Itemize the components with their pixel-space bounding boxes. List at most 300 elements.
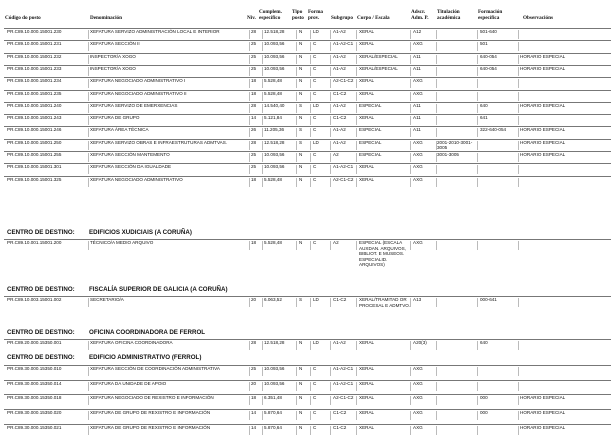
column-divider	[477, 67, 478, 76]
column-divider	[330, 178, 331, 187]
row-separator	[4, 239, 611, 240]
row-separator	[4, 114, 611, 115]
cell-tipo: N	[299, 366, 303, 371]
cell-corpo: XERAL	[359, 29, 375, 34]
cell-forma: C	[313, 176, 317, 182]
column-divider	[310, 79, 311, 88]
cell-niv: 20	[251, 380, 257, 386]
cell-den: XEFATURA NEGOCIADO ADMINISTRATIVO II	[90, 90, 187, 96]
cell-comp: 10.093,56	[264, 366, 285, 371]
column-divider	[436, 42, 437, 51]
cell-forma: C	[313, 65, 317, 71]
cell-corpo: XERAL/ESPECIAL	[359, 53, 398, 59]
column-divider	[249, 30, 250, 39]
column-divider	[477, 411, 478, 420]
column-divider	[262, 178, 263, 187]
row-separator	[4, 126, 611, 127]
column-divider	[356, 178, 357, 187]
column-divider	[296, 55, 297, 64]
column-divider	[518, 79, 519, 88]
cell-code: PR.C89.10.003.15001.002	[7, 297, 62, 302]
cell-adscr: AXG	[413, 90, 423, 96]
cell-forma: C	[313, 240, 317, 245]
cell-code: PR.C89.10.000.15001.235	[7, 90, 62, 96]
cell-code: PR.C89.30.000.15350.020	[7, 410, 62, 416]
column-divider	[436, 67, 437, 76]
header-codigo: Código do posto	[5, 15, 41, 21]
column-divider	[356, 67, 357, 76]
column-divider	[310, 128, 311, 137]
cell-adscr: AXG	[413, 41, 423, 47]
cell-corpo: XERAL/ESPECIAL	[359, 65, 398, 71]
table-row	[4, 410, 611, 422]
column-divider	[477, 382, 478, 391]
cell-niv: 26	[251, 127, 257, 133]
cell-sub: A1-A2-C1	[333, 41, 354, 47]
header-formacion: Formación específica	[478, 9, 503, 21]
column-divider	[310, 341, 311, 350]
header-titulacion: Titulación académica	[437, 9, 461, 21]
column-divider	[477, 241, 478, 250]
cell-code: PR.C89.10.000.15001.250	[7, 139, 62, 145]
table-row	[4, 103, 611, 115]
cell-corpo: ESPECIAL (ESCALA AUXDAN. ARQUIVOS, BIBLIOT. E MUSEOS. ESPECIALID. ARQUIVOS)	[359, 240, 406, 267]
cell-sub: A2-C1-C2	[333, 78, 354, 84]
table-row	[4, 164, 611, 176]
cell-obs: HORARIO ESPECIAL	[520, 424, 566, 430]
column-divider	[518, 30, 519, 39]
cell-form: 501	[480, 41, 488, 47]
column-divider	[477, 55, 478, 64]
column-divider	[249, 153, 250, 162]
cell-form: 640	[480, 340, 488, 345]
cell-sub: A1-A2	[333, 139, 346, 145]
column-divider	[296, 104, 297, 113]
column-divider	[356, 341, 357, 350]
cell-sub: A2-C1-C2	[333, 395, 354, 401]
column-divider	[436, 341, 437, 350]
column-divider	[518, 367, 519, 376]
table-row	[4, 127, 611, 139]
column-divider	[249, 104, 250, 113]
column-divider	[88, 92, 89, 101]
column-divider	[436, 411, 437, 420]
table-row	[4, 240, 611, 267]
cell-forma: LD	[313, 297, 319, 302]
header-tipo: Tipo posto	[292, 9, 304, 21]
column-divider	[518, 426, 519, 435]
cell-tipo: N	[299, 395, 303, 401]
column-divider	[330, 67, 331, 76]
row-separator	[4, 28, 611, 29]
cell-corpo: XERAL	[359, 395, 375, 401]
column-divider	[477, 426, 478, 435]
column-divider	[262, 298, 263, 307]
column-divider	[249, 341, 250, 350]
column-divider	[518, 92, 519, 101]
column-divider	[310, 426, 311, 435]
column-divider	[88, 178, 89, 187]
column-divider	[296, 341, 297, 350]
column-divider	[249, 128, 250, 137]
cell-tipo: N	[299, 240, 303, 245]
column-divider	[249, 141, 250, 150]
column-divider	[330, 104, 331, 113]
column-divider	[518, 396, 519, 405]
column-divider	[88, 341, 89, 350]
table-row	[4, 152, 611, 164]
column-divider	[249, 178, 250, 187]
row-separator	[4, 424, 611, 425]
column-divider	[88, 128, 89, 137]
column-divider	[477, 367, 478, 376]
column-divider	[356, 396, 357, 405]
column-divider	[330, 341, 331, 350]
column-divider	[88, 153, 89, 162]
column-divider	[518, 42, 519, 51]
cell-comp: 10.093,56	[264, 164, 285, 170]
header-niv: Niv.	[247, 15, 256, 21]
column-divider	[249, 116, 250, 125]
cell-adscr: AXG	[413, 164, 423, 170]
column-divider	[262, 153, 263, 162]
column-divider	[88, 67, 89, 76]
cell-code: PR.C89.10.000.15001.231	[7, 41, 62, 47]
cell-forma: C	[313, 53, 317, 59]
column-divider	[310, 165, 311, 174]
cell-tipo: N	[299, 340, 303, 345]
column-divider	[249, 92, 250, 101]
cell-niv: 28	[251, 102, 257, 108]
column-divider	[436, 298, 437, 307]
cell-adscr: A13	[413, 297, 422, 302]
column-divider	[262, 92, 263, 101]
column-divider	[296, 298, 297, 307]
cell-adscr: A11	[413, 53, 421, 59]
center-title-oficina-ferrol: CENTRO DE DESTINO: OFICINA COORDINADORA DE FERROL	[7, 329, 206, 336]
column-divider	[88, 30, 89, 39]
cell-comp: 5.870,64	[264, 424, 282, 430]
cell-code: PR.C89.10.000.15001.255	[7, 152, 62, 157]
cell-adscr: A11	[413, 115, 421, 121]
row-separator	[4, 296, 611, 297]
column-divider	[356, 30, 357, 39]
table-row	[4, 177, 611, 189]
cell-sub: A1-A2-C1	[333, 366, 354, 371]
cell-niv: 20	[251, 297, 257, 302]
column-divider	[262, 426, 263, 435]
column-divider	[88, 79, 89, 88]
cell-sub: A1-A2	[333, 53, 346, 59]
cell-form: 000	[480, 395, 488, 401]
cell-adscr: AXG	[413, 176, 423, 182]
column-divider	[330, 165, 331, 174]
cell-den: XEFATURA DE GRUPO	[90, 115, 140, 121]
column-divider	[262, 396, 263, 405]
column-divider	[310, 178, 311, 187]
column-divider	[296, 67, 297, 76]
column-divider	[262, 341, 263, 350]
column-divider	[88, 42, 89, 51]
column-divider	[436, 178, 437, 187]
row-separator	[4, 77, 611, 78]
row-separator	[4, 394, 611, 395]
cell-adscr: A11	[413, 102, 421, 108]
cell-niv: 14	[251, 424, 257, 430]
column-divider	[436, 241, 437, 250]
cell-comp: 10.093,56	[264, 380, 285, 386]
column-divider	[262, 116, 263, 125]
column-divider	[296, 79, 297, 88]
center-title-fiscalia: CENTRO DE DESTINO: FISCALÍA SUPERIOR DE GALICIA (A CORUÑA)	[7, 286, 228, 293]
header-forma: Forma prov.	[308, 9, 323, 21]
column-divider	[249, 55, 250, 64]
column-divider	[436, 367, 437, 376]
cell-obs: HORARIO ESPECIAL	[520, 139, 566, 145]
cell-niv: 18	[251, 395, 257, 401]
row-separator	[4, 409, 611, 410]
cell-code: PR.C89.10.000.15001.234	[7, 78, 62, 84]
cell-niv: 18	[251, 240, 257, 245]
cell-den: SECRETARIO/A	[90, 297, 124, 302]
column-divider	[310, 30, 311, 39]
cell-den: XEFATURA NEGOCIADO ADMINISTRATIVO I	[90, 78, 186, 84]
cell-code: PR.C89.10.000.15001.243	[7, 115, 62, 121]
row-separator	[4, 339, 611, 340]
cell-tipo: N	[299, 176, 303, 182]
column-divider	[330, 298, 331, 307]
cell-form: 640	[480, 102, 488, 108]
column-divider	[249, 426, 250, 435]
column-divider	[436, 165, 437, 174]
column-divider	[356, 367, 357, 376]
cell-niv: 25	[251, 65, 257, 71]
cell-tipo: N	[299, 78, 303, 84]
column-divider	[477, 165, 478, 174]
column-divider	[436, 128, 437, 137]
column-divider	[330, 426, 331, 435]
cell-code: PR.C89.30.000.15350.010	[7, 366, 62, 371]
table-row	[4, 78, 611, 90]
column-divider	[518, 241, 519, 250]
cell-tipo: N	[299, 380, 303, 386]
column-divider	[436, 426, 437, 435]
cell-niv: 28	[251, 139, 257, 145]
column-divider	[262, 141, 263, 150]
cell-corpo: XERAL	[359, 176, 375, 182]
table-row	[4, 340, 611, 352]
cell-comp: 5.528,48	[264, 78, 282, 84]
cell-forma: C	[313, 424, 317, 430]
cell-corpo: XERAL	[359, 410, 375, 416]
cell-obs: HORARIO ESPECIAL	[520, 102, 566, 108]
row-separator	[4, 380, 611, 381]
column-divider	[262, 55, 263, 64]
column-divider	[356, 165, 357, 174]
column-divider	[262, 382, 263, 391]
table-row	[4, 115, 611, 127]
cell-adscr: AXG	[413, 410, 423, 416]
column-divider	[436, 30, 437, 39]
column-divider	[310, 42, 311, 51]
column-divider	[356, 128, 357, 137]
column-divider	[518, 128, 519, 137]
column-divider	[477, 104, 478, 113]
column-divider	[356, 141, 357, 150]
cell-den: XEFATURA SERVIZO OBRAS E INFRAESTRUTURAS ADMTVAS.	[90, 139, 228, 145]
cell-tipo: N	[299, 410, 303, 416]
cell-forma: LD	[313, 29, 319, 34]
cell-form: 000	[480, 410, 488, 416]
cell-niv: 18	[251, 176, 257, 182]
row-separator	[4, 176, 611, 177]
cell-corpo: ESPECIAL	[359, 139, 382, 145]
column-divider	[310, 141, 311, 150]
column-divider	[330, 55, 331, 64]
column-divider	[249, 298, 250, 307]
cell-adscr: AXG	[413, 424, 423, 430]
column-divider	[88, 298, 89, 307]
column-divider	[296, 116, 297, 125]
column-divider	[296, 241, 297, 250]
cell-den: XEFATURA OFICINA COORDINADORA	[90, 340, 173, 345]
cell-forma: C	[313, 115, 317, 121]
column-divider	[518, 382, 519, 391]
cell-code: PR.C89.10.000.15001.246	[7, 127, 62, 133]
cell-sub: A1-A2	[333, 29, 346, 34]
header-complem: Complem. específico	[259, 9, 282, 21]
cell-tipo: S	[299, 297, 303, 302]
column-divider	[356, 116, 357, 125]
center-title-edificio-ferrol: CENTRO DE DESTINO: EDIFICIO ADMINISTRATIVO (FERROL)	[7, 354, 202, 361]
cell-obs: HORARIO ESPECIAL	[520, 395, 566, 401]
column-divider	[296, 367, 297, 376]
cell-forma: LD	[313, 102, 319, 108]
cell-niv: 25	[251, 152, 257, 157]
column-divider	[356, 298, 357, 307]
column-divider	[249, 382, 250, 391]
cell-sub: A2	[333, 152, 339, 157]
column-divider	[356, 42, 357, 51]
column-divider	[436, 382, 437, 391]
column-divider	[477, 79, 478, 88]
column-divider	[518, 411, 519, 420]
column-divider	[330, 30, 331, 39]
row-separator	[4, 65, 611, 66]
column-divider	[262, 165, 263, 174]
cell-sub: C1-C2	[333, 410, 347, 416]
column-divider	[477, 341, 478, 350]
column-divider	[330, 411, 331, 420]
cell-tipo: N	[299, 164, 303, 170]
cell-corpo: XERAL/TRAMITAD OR PROCESAL E ADMTVO.	[359, 297, 411, 308]
column-divider	[518, 116, 519, 125]
center-title-edificios-xudiciais: CENTRO DE DESTINO: EDIFICIOS XUDICIAIS (A CORUÑA)	[7, 229, 192, 236]
column-divider	[356, 104, 357, 113]
cell-den: XEFATURA SECCIÓN DA IGUALDADE	[90, 164, 172, 170]
row-separator	[4, 53, 611, 54]
column-divider	[296, 42, 297, 51]
cell-niv: 18	[251, 78, 257, 84]
cell-comp: 14.540,40	[264, 102, 285, 108]
cell-form: 641	[480, 115, 488, 121]
column-divider	[262, 67, 263, 76]
cell-corpo: XERAL	[359, 380, 375, 386]
column-divider	[436, 92, 437, 101]
cell-den: XEFATURA SECCIÓN DE COORDINACIÓN ADMINISTRATIVA	[90, 366, 220, 371]
column-divider	[249, 67, 250, 76]
cell-tipo: N	[299, 115, 303, 121]
cell-tipo: N	[299, 152, 303, 157]
cell-adscr: AXG	[413, 395, 423, 401]
cell-sub: A1-A2	[333, 340, 346, 345]
column-divider	[310, 367, 311, 376]
column-divider	[518, 298, 519, 307]
cell-corpo: ESPECIAL	[359, 102, 382, 108]
cell-form: 640-054	[480, 53, 497, 59]
table-row	[4, 91, 611, 103]
cell-corpo: XERAL	[359, 340, 375, 345]
column-divider	[296, 382, 297, 391]
column-divider	[310, 67, 311, 76]
cell-sub: C1-C2	[333, 115, 347, 121]
header-adscr: Adscr. Adm. P.	[411, 9, 429, 21]
cell-sub: A1-A2	[333, 65, 346, 71]
column-divider	[330, 396, 331, 405]
cell-forma: C	[313, 41, 317, 47]
cell-adscr: A11	[413, 127, 421, 133]
column-divider	[477, 42, 478, 51]
column-divider	[296, 178, 297, 187]
column-divider	[330, 382, 331, 391]
cell-adscr: A11	[413, 65, 421, 71]
column-divider	[310, 298, 311, 307]
column-divider	[88, 55, 89, 64]
column-divider	[518, 141, 519, 150]
cell-forma: C	[313, 380, 317, 386]
cell-corpo: XERAL	[359, 164, 375, 170]
column-divider	[88, 104, 89, 113]
column-divider	[518, 55, 519, 64]
cell-sub: C1-C2	[333, 297, 347, 302]
cell-code: PR.C89.30.000.15350.021	[7, 424, 62, 430]
cell-comp: 5.528,48	[264, 176, 282, 182]
cell-comp: 12.518,28	[264, 340, 285, 345]
table-row	[4, 41, 611, 53]
cell-code: PR.C89.10.000.15001.230	[7, 29, 62, 34]
cell-comp: 12.518,28	[264, 29, 285, 34]
column-divider	[330, 42, 331, 51]
header-subgrupo: Subgrupo	[331, 15, 353, 21]
cell-adscr: AXG	[413, 78, 423, 84]
cell-corpo: XERAL	[359, 41, 375, 47]
cell-comp: 5.528,48	[264, 240, 282, 245]
column-divider	[296, 165, 297, 174]
cell-sub: A2	[333, 240, 339, 245]
cell-code: PR.C89.10.000.15001.325	[7, 176, 62, 182]
column-divider	[88, 367, 89, 376]
column-divider	[330, 141, 331, 150]
column-divider	[518, 67, 519, 76]
table-row	[4, 366, 611, 378]
column-divider	[310, 153, 311, 162]
column-divider	[356, 153, 357, 162]
cell-forma: C	[313, 410, 317, 416]
column-divider	[262, 411, 263, 420]
column-divider	[262, 241, 263, 250]
column-divider	[262, 104, 263, 113]
cell-niv: 25	[251, 53, 257, 59]
